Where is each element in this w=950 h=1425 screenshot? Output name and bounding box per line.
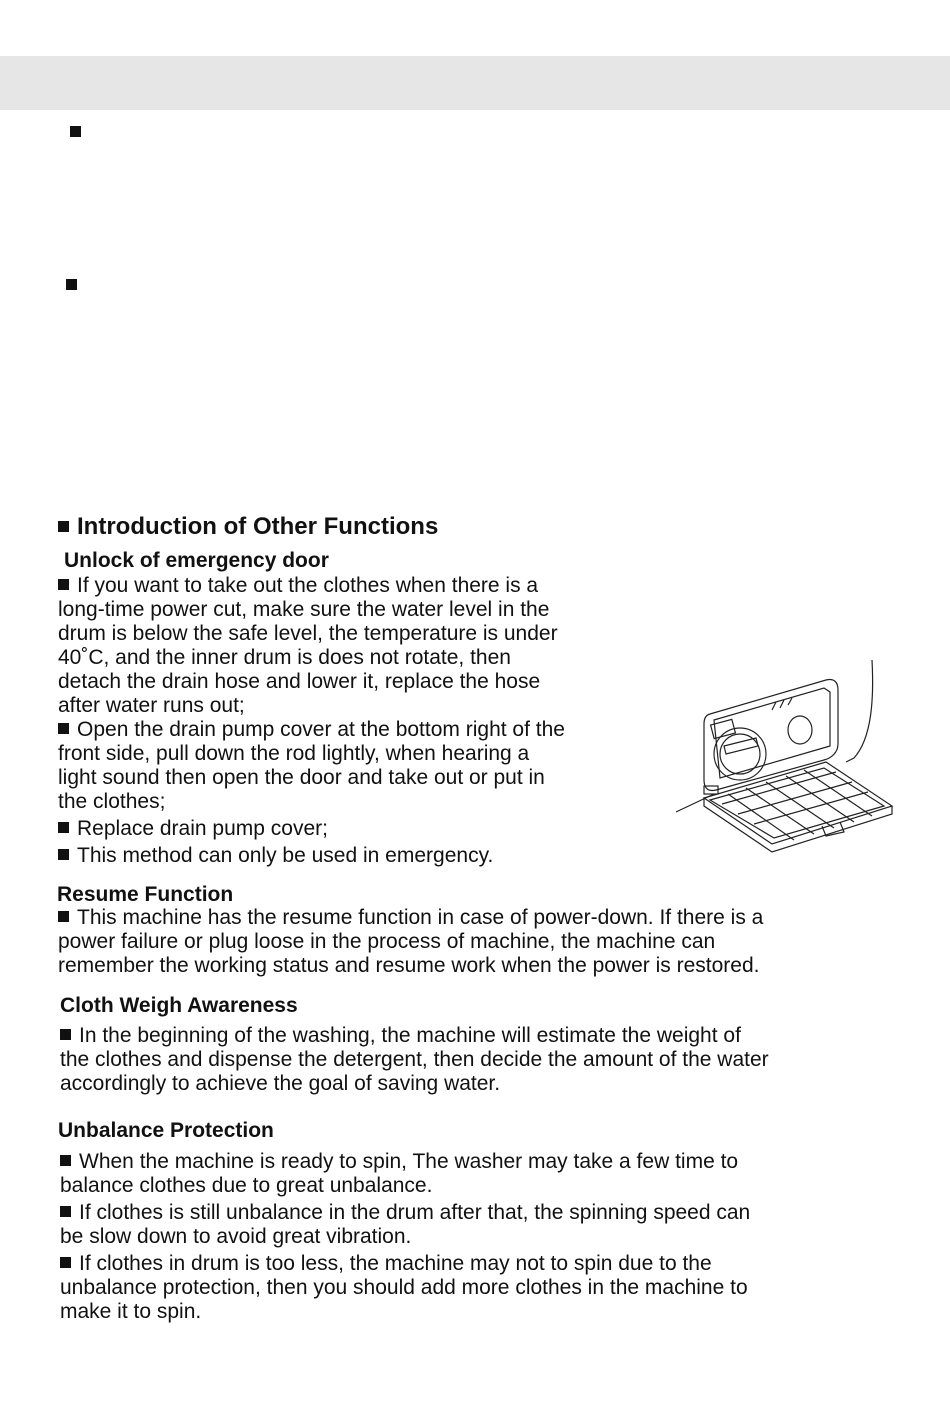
bullet-marker <box>58 849 69 860</box>
unbalance-section <box>60 1150 940 1324</box>
section-title-text: Introduction of Other Functions <box>77 513 439 540</box>
paragraph-text: Replace drain pump cover; <box>77 817 328 840</box>
bullet-marker <box>58 521 69 532</box>
paragraph-text: When the machine is ready to spin, The washer may take a few time to balance clothes due to great unbalance. <box>60 1150 739 1197</box>
bullet-marker <box>60 1257 71 1268</box>
resume-heading: Resume Function <box>57 883 234 906</box>
bullet-marker <box>58 911 69 922</box>
unlock-section <box>58 574 678 868</box>
paragraph-text: If clothes in drum is too less, the machine may not to spin due to the unbalance protection, then you should add more clothes in the machine to make it to spin. <box>60 1252 748 1323</box>
unlock-heading: Unlock of emergency door <box>64 549 329 572</box>
paragraph-text: If you want to take out the clothes when there is a long-time power cut, make sure the water level in the drum is below the safe level, the temperature is under 40˚C, and the inner drum is does not rotate, then detach the drain hose and lower it, replace the hose after water runs out; <box>58 574 558 717</box>
unlock-paragraph-4 <box>58 844 678 868</box>
section-title <box>58 513 438 541</box>
bullet-marker <box>70 126 81 137</box>
paragraph-text: Open the drain pump cover at the bottom right of the front side, pull down the rod lightly, when hearing a light sound then open the door and take out or put in the clothes; <box>58 718 565 813</box>
bullet-marker <box>60 1029 71 1040</box>
unlock-paragraph-2 <box>58 718 678 814</box>
bullet-marker <box>58 579 69 590</box>
bullet-marker <box>66 279 77 290</box>
unlock-paragraph-3 <box>58 817 678 841</box>
weigh-heading: Cloth Weigh Awareness <box>60 994 298 1017</box>
unbalance-paragraph-3 <box>60 1252 940 1324</box>
paragraph-text: This machine has the resume function in case of power-down. If there is a power failure or plug loose in the process of machine, the machine can remember the working status and resume work when the power is restored. <box>58 906 764 977</box>
drain-pump-cover-illustration <box>676 658 896 854</box>
bullet-marker <box>58 822 69 833</box>
bullet-marker <box>58 723 69 734</box>
unbalance-heading: Unbalance Protection <box>58 1119 274 1142</box>
paragraph-text: In the beginning of the washing, the machine will estimate the weight of the clothes and dispense the detergent, then decide the amount of the water accordingly to achieve the goal of saving water. <box>60 1024 769 1095</box>
header-bar <box>0 56 950 110</box>
paragraph-text: This method can only be used in emergency. <box>77 844 494 867</box>
unlock-paragraph-1 <box>58 574 678 718</box>
bullet-marker <box>60 1206 71 1217</box>
paragraph-text: If clothes is still unbalance in the drum after that, the spinning speed can be slow down to avoid great vibration. <box>60 1201 751 1248</box>
unbalance-paragraph-1 <box>60 1150 940 1198</box>
bullet-marker <box>60 1155 71 1166</box>
weigh-paragraph <box>60 1024 945 1096</box>
resume-paragraph <box>58 906 938 978</box>
unbalance-paragraph-2 <box>60 1201 940 1249</box>
